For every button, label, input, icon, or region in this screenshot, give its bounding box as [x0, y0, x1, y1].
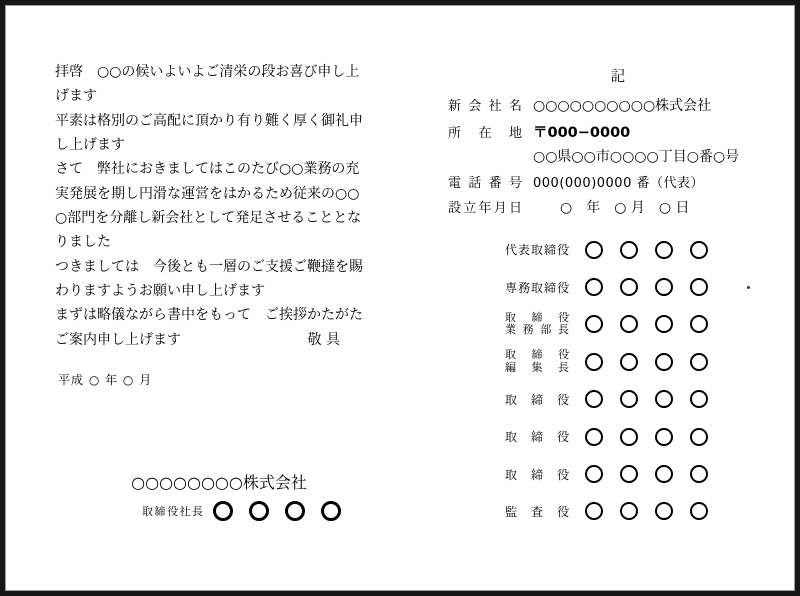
- name-circle: [690, 241, 708, 259]
- officer-name-placeholder: [585, 278, 708, 296]
- officer-row: [505, 381, 708, 418]
- name-circle: [690, 278, 708, 296]
- name-circle: [690, 353, 708, 371]
- letter-line: さて 弊社におきましてはこのたび○○業務の充: [55, 161, 360, 178]
- sender-name-placeholder: [213, 501, 341, 521]
- letter-line: わりますようお願い申し上げます: [55, 282, 265, 299]
- officer-name-placeholder: [585, 353, 708, 371]
- name-circle: [690, 315, 708, 333]
- officer-title: 取 締 役: [505, 430, 569, 445]
- field-address-value: ○○県○○市○○○○丁目○番○号: [533, 149, 740, 165]
- name-circle: [655, 278, 673, 296]
- sender-company-name: ○○○○○○○○株式会社: [131, 473, 307, 492]
- field-company-label: 新 会 社 名: [448, 99, 522, 114]
- name-circle: [620, 241, 638, 259]
- officer-title: 代 表 取 締 役: [505, 243, 569, 258]
- officer-title: 取 締 役: [505, 392, 569, 407]
- name-circle: [585, 278, 603, 296]
- name-circle: [620, 428, 638, 446]
- officer-row: [505, 306, 708, 343]
- letter-line: りました: [55, 234, 111, 251]
- field-company: [448, 95, 788, 121]
- name-circle: [620, 502, 638, 520]
- officer-row: [505, 455, 708, 492]
- name-circle: [585, 502, 603, 520]
- field-company-value: ○○○○○○○○○○株式会社: [533, 98, 712, 114]
- officer-subtitle: 業 務 部 長: [505, 323, 569, 337]
- name-circle: [655, 315, 673, 333]
- letter-closing-line: [55, 328, 368, 352]
- officer-title: 取 締 役: [505, 310, 569, 324]
- field-phone-label: 電 話 番 号: [448, 175, 522, 191]
- letter-line: 実発展を期し円滑な運営をはかるため従来の○○: [55, 185, 360, 202]
- letter-line: まずは略儀ながら書中をもって ご挨拶かたがた: [55, 307, 363, 324]
- field-founded-label: 設 立 年 月 日: [448, 201, 522, 216]
- name-circle: [585, 315, 603, 333]
- letter-line: 平素は格別のご高配に頂かり有り難く厚く御礼申: [55, 112, 363, 129]
- name-circle: [585, 428, 603, 446]
- field-address-line2: [448, 146, 788, 172]
- ink-speck: [747, 286, 750, 289]
- name-circle: [690, 465, 708, 483]
- field-phone-value: 000(000)0000 番（代表）: [533, 175, 704, 191]
- officer-title: 取 締 役: [505, 348, 569, 362]
- officer-name-placeholder: [585, 502, 708, 520]
- name-circle: [690, 390, 708, 408]
- name-circle: [620, 278, 638, 296]
- letter-line: 拝啓 ○○の候いよいよご清栄の段お喜び申し上: [55, 64, 360, 80]
- name-circle: [585, 241, 603, 259]
- officer-row: [505, 343, 708, 380]
- name-circle: [655, 353, 673, 371]
- letter-body: [55, 60, 368, 352]
- field-address: [448, 121, 788, 147]
- letter-date: 平成 ○ 年 ○ 月: [58, 373, 153, 387]
- name-circle: [620, 390, 638, 408]
- officers-list: [505, 231, 708, 530]
- officer-title: 専 務 取 締 役: [505, 280, 569, 295]
- letter-closing-word: 敬 具: [307, 331, 340, 348]
- name-circle: [690, 428, 708, 446]
- name-circle: [585, 465, 603, 483]
- name-circle: [620, 465, 638, 483]
- officer-row: [505, 418, 708, 455]
- officer-name-placeholder: [585, 315, 708, 333]
- field-address-label: 所 在 地: [448, 125, 522, 141]
- sender-signature-row: [142, 497, 341, 525]
- name-circle: [585, 353, 603, 371]
- name-circle: [249, 501, 269, 521]
- officer-title: 監 査 役: [505, 504, 569, 519]
- letter-line: げます: [55, 88, 97, 105]
- name-circle: [690, 502, 708, 520]
- letter-line: つきましては 今後とも一層のご支援ご鞭撻を賜: [55, 258, 363, 275]
- name-circle: [655, 241, 673, 259]
- name-circle: [213, 501, 233, 521]
- field-founded: [448, 197, 788, 223]
- name-circle: [620, 315, 638, 333]
- officer-row: [505, 268, 708, 305]
- field-postal-value: 〒000−0000: [533, 124, 631, 141]
- name-circle: [655, 390, 673, 408]
- officer-subtitle: 編 集 長: [505, 360, 569, 374]
- letter-line: ○部門を分離し新会社として発足させることとな: [55, 209, 362, 226]
- officer-name-placeholder: [585, 465, 708, 483]
- name-circle: [620, 353, 638, 371]
- notice-fields: [448, 95, 788, 223]
- name-circle: [655, 465, 673, 483]
- officer-name-placeholder: [585, 390, 708, 408]
- letter-line: し上げます: [55, 136, 125, 153]
- name-circle: [655, 428, 673, 446]
- notice-heading: 記: [610, 69, 626, 85]
- officer-name-placeholder: [585, 428, 708, 446]
- officer-row: [505, 231, 708, 268]
- name-circle: [285, 501, 305, 521]
- name-circle: [585, 390, 603, 408]
- sender-title: 取締役社長: [142, 505, 205, 518]
- name-circle: [321, 501, 341, 521]
- name-circle: [655, 502, 673, 520]
- field-phone: [448, 172, 788, 198]
- field-founded-value: ○ 年 ○ 月 ○ 日: [560, 200, 690, 216]
- officer-name-placeholder: [585, 241, 708, 259]
- letter-last-text: ご案内申し上げます: [55, 331, 181, 348]
- officer-row: [505, 493, 708, 530]
- officer-title: 取 締 役: [505, 467, 569, 482]
